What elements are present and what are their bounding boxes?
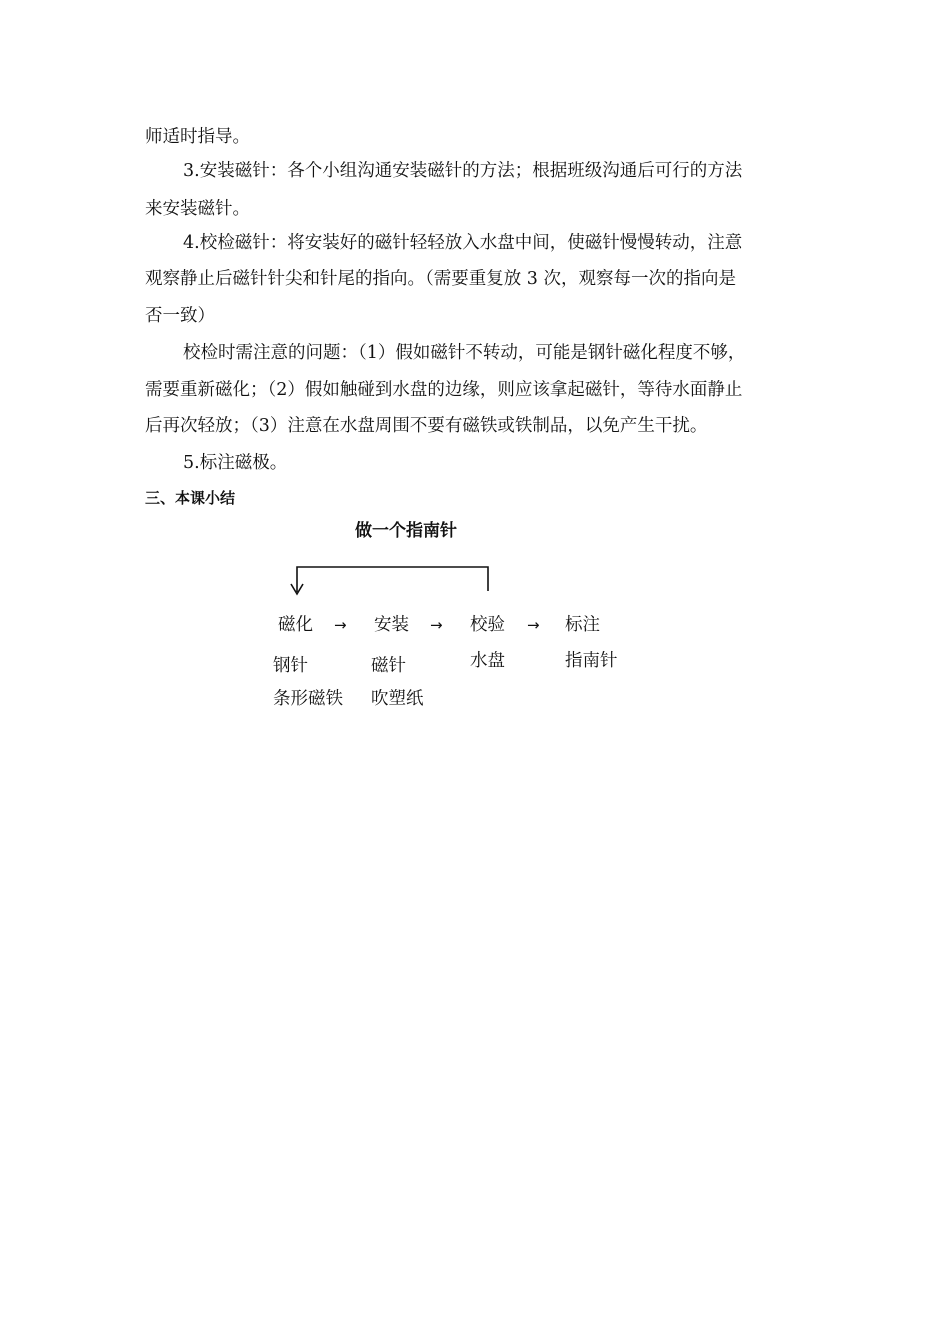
material-label: 指南针 (565, 651, 618, 671)
diagram-title: 做一个指南针 (355, 521, 457, 541)
section-heading: 三、本课小结 (145, 489, 236, 507)
material-label: 钢针 (273, 656, 308, 676)
paragraph-line: 3.安装磁针：各个小组沟通安装磁针的方法；根据班级沟通后可行的方法 (183, 161, 743, 181)
material-label: 吹塑纸 (371, 689, 424, 709)
flow-arrow-icon: → (334, 616, 347, 634)
material-label: 条形磁铁 (273, 689, 343, 709)
material-label: 水盘 (470, 651, 505, 671)
paragraph-line: 需要重新磁化；（2）假如触碰到水盘的边缘，则应该拿起磁针，等待水面静止 (145, 380, 743, 400)
paragraph-line: 观察静止后磁针针尖和针尾的指向。（需要重复放 3 次，观察每一次的指向是 (145, 269, 737, 289)
paragraph-line: 4.校检磁针：将安装好的磁针轻轻放入水盘中间，使磁针慢慢转动，注意 (183, 233, 743, 253)
paragraph-line: 师适时指导。 (145, 127, 250, 147)
step-mark: 标注 (565, 615, 600, 635)
paragraph-line: 后再次轻放；（3）注意在水盘周围不要有磁铁或铁制品，以免产生干扰。 (145, 416, 708, 436)
flow-arrow-icon: → (527, 616, 540, 634)
paragraph-line: 5.标注磁极。 (183, 453, 288, 473)
flow-arrow-icon: → (430, 616, 443, 634)
step-magnetize: 磁化 (278, 615, 313, 635)
step-install: 安装 (374, 615, 409, 635)
material-label: 磁针 (371, 656, 406, 676)
paragraph-line: 来安装磁针。 (145, 199, 250, 219)
paragraph-line: 校检时需注意的问题：（1）假如磁针不转动，可能是钢针磁化程度不够， (183, 343, 746, 363)
paragraph-line: 否一致） (145, 306, 215, 326)
step-verify: 校验 (470, 615, 505, 635)
